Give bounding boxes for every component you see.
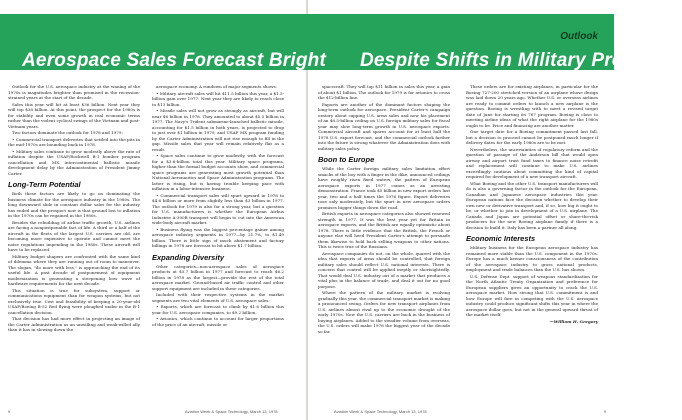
paragraph: That decision has had more effect in projecting an image of the Carter Administration as an unwilling and weak-willed ally than it has in slowing down the [8,316,140,332]
paragraph: One target date for a Boeing commitment passed last fall, but a decision to proceed cannot be postponed much longer if delivery dates for the early 1980s are to be met. [466,129,598,145]
subheading-long-term-potential: Long-Term Potential [8,180,81,189]
paragraph: • Military sales continue to grow modestly above the rate of inflation despite the USAF/Rockwell B-1 bomber program cancellation and MX intercontinental ballistic missile development delay by the Administration of President Jimmy Carter. [8,148,140,176]
subheading-expanding-diversity: Expanding Diversity [152,252,225,262]
publication-line-left: Aviation Week & Space Technology, March 13, 1978 [185,409,278,414]
paragraph: • Business flying was the biggest percentage gainer among aerospace industry segments in 1977—by 21.7%, to $1.49 billion. There is little sign of much abatement and factory billings in 1978 are forecast to hit above $1.7 billion. [152,226,284,248]
paragraph: • Commercial transport deliveries that settled into the pits in the mid-1970s are bounding back in 1978. [8,136,140,147]
paragraph: Military budget shapers are confronted with the same kind of dilemma where they are running out of room to maneuver. The slogan, "do more with less," is approaching the end of its useful life. A past decade of postponement of equipment modernization is generating a steepening bow wave of hardware requirements for the next decade. [8,253,140,286]
article-column-3 [318,84,450,335]
headline [22,50,682,72]
paragraph: Outlook for the U.S. aerospace industry at the waning of the 1970s is magnitudes brighter than promised in the recession-strained years at the start of the decade. [8,84,140,100]
paragraph: Sales this year will hit at least $36 billion. Next year they will top $38 billion. At this point, the prospect for the 1980s is for stability and even some growth in real economic terms rather than the violent cyclical swings of the Vietnam and post-Vietnam years. [8,101,140,129]
paragraph: Exports are another of the dominant factors shaping the long-term outlook for aerospace. President Carter's campaign oratory about capping U.S. arms sales and now his placement of an $8.5-billion ceiling on U.S. foreign military sales for fiscal year may slow long-term growth in U.S. aerospace exports. Commercial aircraft and spares account for at least half the 1978 U.S. export forecast, and the commercial outlook farther into the future is strong whatever the Administration does with military sales policy. [318,101,450,151]
paragraph: • Avionics, which continue to account for larger proportions of the price of an aircraft, missile or [152,316,284,327]
paragraph: Nevertheless, the uncertainties of regulatory reform and the question of passage of the Anderson bill that would open airway and airport trust fund taxes to finance noise retrofit and replacement will continue to make U.S. airlines exceedingly cautious about committing the kind of capital required for development of a new transport aircraft. [466,146,598,179]
article-column-4 [466,84,598,325]
title-banner [0,14,682,71]
paragraph: • Commercial transport sales will spurt upward in 1978 to $4.6 billion or more from slightly less than $3 billion in 1977. The outlook for 1979 is also for a strong year, but a question for U.S. manufacturers is whether the European Airbus Industrie A-300B transport will begin to cut into the American wide-body aircraft market. [152,192,284,225]
paragraph: Besides the rebuilding of airline traffic growth, U.S. airlines are facing a nonpostponable fact of life. A third or a half of the aircraft in the fleets of the largest U.S. carriers are old, are becoming more expensive to operate and cannot meet the noise regulations impending in the 1980s. These aircraft will have to be replaced. [8,219,140,252]
page-number-left: 9 [8,409,11,414]
paragraph: Both these factors are likely to go on dominating the business climate for the aerospace industry in the 1980s. The long downward slide in constant dollar sales for the industry has ended and the prospect now is that ground lost to inflation in the 1970s can be regained in the 1980s. [8,191,140,218]
article-column-2 [152,84,284,328]
paragraph: This situation is true for subsystem, support or communications equipment than for weapon systems, but not exclusively true. Cost and feasibility of keeping a 20-year-old USAF/Boeing B-52 Red flying were ploughed under in the B-1 cancellation decision. [8,287,140,315]
paragraph: • Military aircraft sales will hit $11.5 billion this year, a $1.5-billion gain over 1977. Next year they are likely to reach close to $13 billion. [152,90,284,107]
paragraph: U.S. Defense Dept. support of weapons standardization for the North Atlantic Treaty Organization and preference for European suppliers gives an opportunity to crack the U.S. aerospace market. How strong that U.S. commitment is and how Europe will fare in competing with the U.S. aerospace industry could produce significant shifts this year in where the aerospace dollar goes, but not in the general upward thrust of the market itself. [466,273,598,317]
paragraph: • Exports, which are forecast to climb by $1.6 billion this year for U.S. aerospace companies, to $9.2 billion. [152,304,284,315]
paragraph: While the Carter foreign military sales limitation effort smacks of the boy with a finger in the dike, announced ceilings have roughly risen fixed waters, the pattern of European aerospace exports in 1977 comes as an arresting demonstration. France took $5 billion in new export orders last year, two and a half times the 1976 figure. Export deliveries rose only moderately, but the spurt in new aerospace orders promises bigger things down the road. [318,166,450,210]
paragraph: Two factors dominate the outlook for 1978 and 1979: [12,130,123,135]
paragraph: Other categories—non-aerospace sales of aerospace products at $5.7 billion in 1977 and forecast to reach $6.2 billion in 1978 as the largest—provide the rest of the total aerospace market. Ground-based air traffic control and other support equipment are included in these categories. [152,263,284,291]
author-signature: —William H. Gregory [549,318,598,324]
paragraph: • Space sales continue to grow modestly, with the forecast for a $3.6-billion total this year. Military space programs, higher than the formal budget accounts show, and commercial space programs are generating most growth potential than National Aeronautics and Space Administration programs. The latter is rising, but is having trouble keeping pace with inflation in a labor-intensive business. [152,153,284,191]
section-label: Outlook [560,31,598,42]
paragraph: Military business for the European aerospace industry has remained more stable than the U.S. component in the 1970s. Europe has a much keener consciousness of the contribution of the aerospace industry to gross national products, employment and trade balances than the U.S. has shown. [466,245,598,272]
publication-line-right: Aviation Week & Space Technology, March 13, 1978 [334,409,427,414]
paragraph: What Boeing and the other U.S. transport manufacturers will do is also a governing factor in the outlook for the European, Canadian and Japanese aerospace industries this year. European nations face the decision whether to develop their own new or derivative transport and, if so, how big it ought to be, or whether to join in development of a U.S. airplane. The Canada and Japan are potential offset or share-the-risk producers for the new Boeing airplane family if there is a decision to build it. Italy has been a partner all along. [466,180,598,230]
paragraph: • Missile sales will not grow as strongly as aircraft, but will near $6 billion in 1978. They amounted to about $5.5 billion in 1977. The Navy's Trident submarine-launched ballistic missile, accounting for $1.5 billion in both years, is projected to drop to just over $1 billion in 1979, and USAF MX program funding by the Carter Administration will not rise enough to fill in the gap. Missile sales that year will remain relatively flat as a result. [152,108,284,152]
paragraph: Included with their respective systems in the market segments are two vital elements of U.S. aerospace sales: [152,292,284,303]
paragraph: spacecraft. They will top $11 billion in sales this year, a gain of about $1 billion. The outlook for 1979 is for avionics to cross the $12-billion line. [318,84,450,100]
paragraph: British exports in aerospace categories also showed renewed strength in 1977. It was the best year yet for Britain in aerospace exports, and the British are equally optimistic about 1978. There is little evidence that the British, the French or anyone else will heed President Carter's attempt to persuade them likewise to hold back selling weapons to other nations. This is twice true of the Russians. [318,211,450,249]
paragraph: Where the pattern of the military market is evolving gradually this year, the commercial transport market is making a pronounced swing. Orders for new transport airplanes from U.S. airlines almost rival up to the economic drought of the early 1970s. Now the U.S. carriers are back in the business of buying airplanes. Added to the steadier volume from overseas, the U.S. orders will make 1978 the biggest year of the decade so far. [318,290,450,334]
article-column-1 [8,84,140,334]
paragraph: These orders are for existing airplanes, in particular for the Boeing 727-200 stretched version of an airplane whose design was laid down 20 years ago. Whether U.S. or overseas airlines are ready to commit orders to launch a new airplane is the question. Boeing is wrestling with to meet a revised target date of June for starting its 767 program. Boeing is close to meeting airline ideas of what the right airplane for the 1980s ought to be. Price and financing are another matter. [466,84,598,128]
headline-left: Aerospace Sales Forecast Bright [22,50,326,71]
paragraph: aerospace economy. A rundown of major segments shows: [156,84,277,89]
page-number-right: 9 [603,409,606,414]
paragraph: Aerospace companies do not, on the whole, quarrel with the idea that exports of arms should be controlled, that foreign military sales should reflect U.S. national interests. There is concern that control will be applied ineptly or shortsightedly. That would deal U.S. industry out of a market that produces a vital plus in the balance of trade, and deal it out for no good purpose. [318,250,450,289]
headline-right: Despite Shifts in Military Programs [359,50,682,71]
subheading-economic-interests: Economic Interests [466,234,536,243]
subheading-boon-to-europe: Boon to Europe [318,155,375,164]
